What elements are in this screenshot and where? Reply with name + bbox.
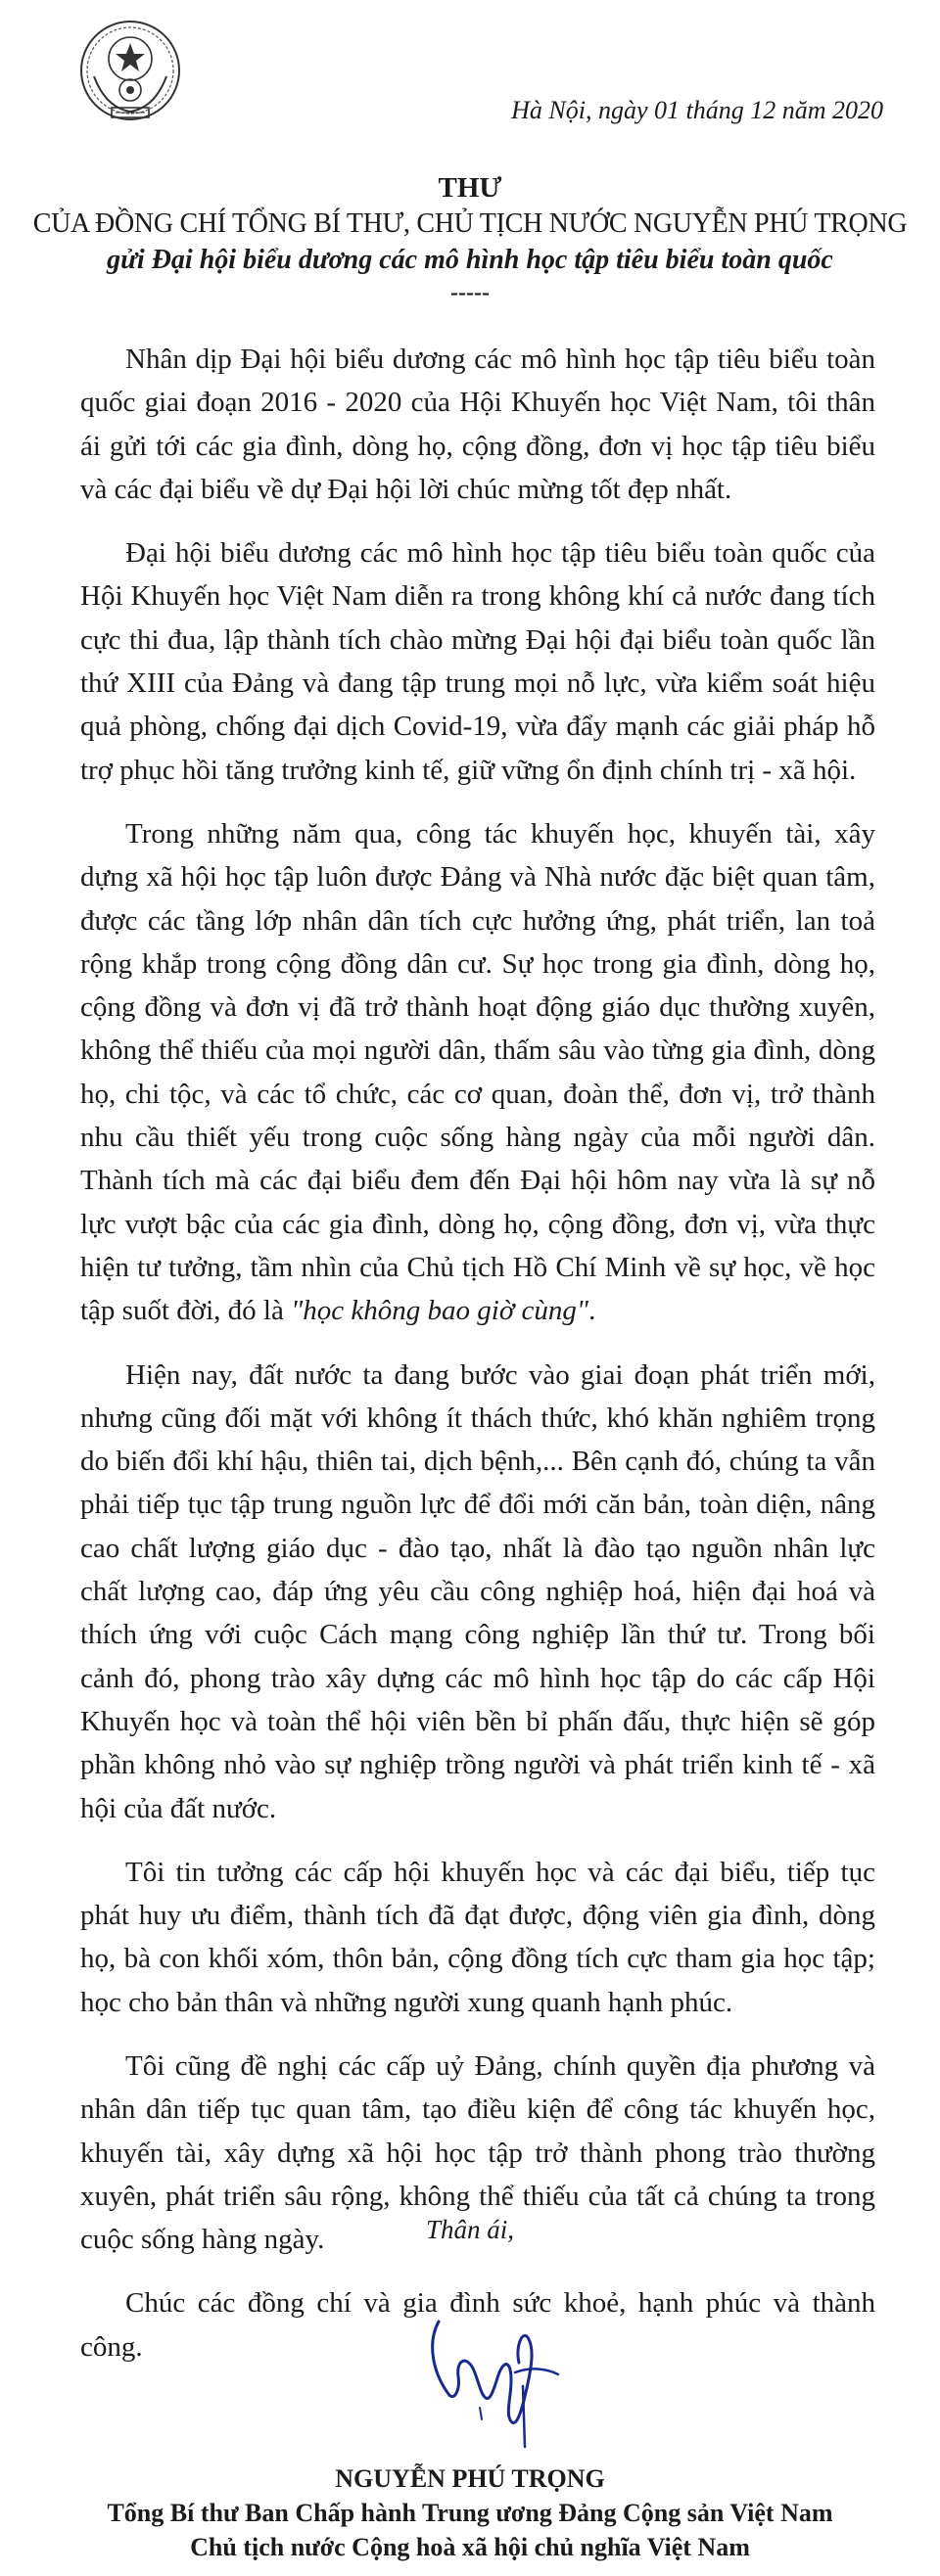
letter-title: THƯ — [438, 172, 502, 204]
paragraph-1: Nhân dịp Đại hội biểu dương các mô hình học tập tiêu biểu toàn quốc giai đoạn 2016 - 2020 của Hội Khuyến học Việt Nam, tôi thân ái gửi tới các gia đình, dòng họ, cộng đồng, đơn vị học tập tiêu biểu và các đại biểu về dự Đại hội lời chúc mừng tốt đẹp nhất. — [80, 344, 875, 505]
signer-role-state: Chủ tịch nước Cộng hoà xã hội chủ nghĩa Việt Nam — [190, 2533, 750, 2561]
ho-chi-minh-quote: "học không bao giờ cùng" — [291, 1295, 589, 1327]
paragraph-3 — [80, 812, 875, 1333]
paragraph-6: Tôi cũng đề nghị các cấp uỷ Đảng, chính quyền địa phương và nhân dân tiếp tục quan tâm, tạo điều kiện để công tác khuyến học, khuyến tài, xây dựng xã hội học tập trở thành phong trào thường xuyên, phát triển sâu rộng, không thể thiếu của tất cả chúng ta trong cuộc sống hàng ngày. — [80, 2049, 875, 2256]
paragraph-3-text: Trong những năm qua, công tác khuyến học, khuyến tài, xây dựng xã hội học tập luôn được Đảng và Nhà nước đặc biệt quan tâm, được các tầng lớp nhân dân tích cực hưởng ứng, phát triển, lan toả rộng khắp trong cộng đồng dân cư. Sự học trong gia đình, dòng họ, cộng đồng và đơn vị đã trở thành hoạt động giáo dục thường xuyên, không thể thiếu của mọi người dân, thấm sâu vào từng gia đình, dòng họ, chi tộc, và các tổ chức, các cơ quan, đoàn thể, đơn vị, trở thành nhu cầu thiết yếu trong cuộc sống hàng ngày của mỗi người dân. Thành tích mà các đại biểu đem đến Đại hội hôm nay vừa là sự nỗ lực vượt bậc của các gia đình, dòng họ, cộng đồng, đơn vị, vừa thực hiện tư tưởng, tầm nhìn của Chủ tịch Hồ Chí Minh về sự học, về học tập suốt đời, đó là — [80, 817, 875, 1327]
national-emblem-icon — [76, 18, 184, 127]
paragraph-5: Tôi tin tưởng các cấp hội khuyến học và các đại biểu, tiếp tục phát huy ưu điểm, thành tích đã đạt được, động viên gia đình, dòng họ, bà con khối xóm, thôn bản, cộng đồng tích cực tham gia học tập; học cho bản thân và những người xung quanh hạnh phúc. — [80, 1856, 875, 2018]
paragraph-4: Hiện nay, đất nước ta đang bước vào giai đoạn phát triển mới, nhưng cũng đối mặt với không ít thách thức, khó khăn nghiêm trọng do biến đổi khí hậu, thiên tai, dịch bệnh,... Bên cạnh đó, chúng ta vẫn phải tiếp tục tập trung nguồn lực để đổi mới căn bản, toàn diện, nâng cao chất lượng giáo dục - đào tạo, nhất là đào tạo nguồn nhân lực chất lượng cao, đáp ứng yêu cầu công nghiệp hoá, hiện đại hoá và thích ứng với cuộc Cách mạng công nghiệp lần thứ tư. Trong bối cảnh đó, phong trào xây dựng các mô hình học tập do các cấp Hội Khuyến học và toàn thể hội viên bền bỉ phấn đấu, thực hiện sẽ góp phần không nhỏ vào sự nghiệp trồng người và phát triển kinh tế - xã hội của đất nước. — [80, 1358, 875, 1824]
signer-role-party: Tổng Bí thư Ban Chấp hành Trung ương Đảng Cộng sản Việt Nam — [107, 2499, 833, 2527]
letter-recipient: gửi Đại hội biểu dương các mô hình học tập tiêu biểu toàn quốc — [107, 245, 833, 275]
paragraph-2: Đại hội biểu dương các mô hình học tập tiêu biểu toàn quốc của Hội Khuyến học Việt Nam diễn ra trong không khí cả nước đang tích cực thi đua, lập thành tích chào mừng Đại hội đại biểu toàn quốc lần thứ XIII của Đảng và đang tập trung mọi nỗ lực, vừa kiểm soát hiệu quả phòng, chống đại dịch Covid-19, vừa đẩy mạnh các giải pháp hỗ trợ phục hồi tăng trưởng kinh tế, giữ vững ổn định chính trị - xã hội. — [80, 537, 875, 786]
letter-sender: CỦA ĐỒNG CHÍ TỔNG BÍ THƯ, CHỦ TỊCH NƯỚC NGUYỄN PHÚ TRỌNG — [32, 208, 908, 239]
closing-line: Thân ái, — [425, 2215, 515, 2244]
letter-body — [80, 338, 875, 2389]
paragraph-7: Chúc các đồng chí và gia đình sức khoẻ, hạnh phúc và thành công. — [80, 2287, 875, 2363]
title-separator: ----- — [450, 280, 490, 305]
date-line: Hà Nội, ngày 01 tháng 12 năm 2020 — [511, 96, 883, 124]
paragraph-3-end: . — [588, 1295, 596, 1327]
signer-name: NGUYỄN PHÚ TRỌNG — [335, 2464, 605, 2493]
handwritten-signature-icon — [421, 2304, 573, 2451]
